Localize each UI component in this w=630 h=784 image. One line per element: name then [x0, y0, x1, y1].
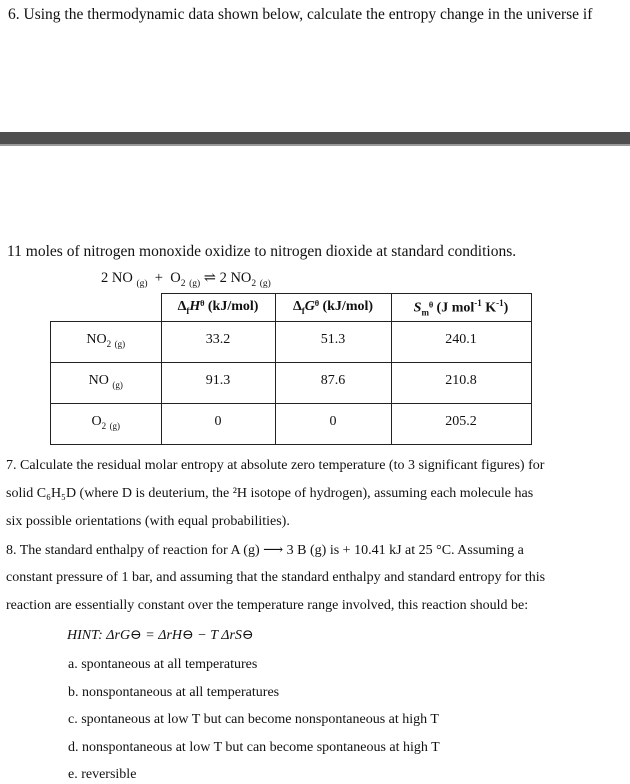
question-8-line-3: reaction are essentially constant over the temperature range involved, this reaction should be: — [6, 598, 529, 613]
table-header-row — [51, 294, 532, 322]
entropy-cell: 210.8 — [391, 363, 531, 404]
product-phase: (g) — [259, 278, 271, 289]
table-corner — [51, 294, 162, 322]
option-c: c. spontaneous at low T but can become nonspontaneous at high T — [68, 712, 439, 727]
equilibrium-arrow: ⇌ — [203, 270, 216, 286]
species-cell: $O_2$ $_{(g)}$ — [51, 404, 162, 445]
enthalpy-cell: 0 — [161, 404, 275, 445]
reactant-2: $O_2$ — [170, 270, 186, 289]
reactant-1: 2 NO — [101, 270, 133, 286]
product: 2 $NO_2$ — [219, 270, 257, 289]
option-d: d. nonspontaneous at low T but can become spontaneous at high T — [68, 740, 440, 755]
question-7-line-3: six possible orientations (with equal probabilities). — [6, 514, 290, 529]
entropy-cell: 240.1 — [391, 322, 531, 363]
table-row — [51, 363, 532, 404]
page-divider-shadow — [0, 144, 630, 146]
question-7-line-1: 7. Calculate the residual molar entropy at absolute zero temperature (to 3 significant figures) for — [6, 458, 545, 473]
plus-sign: + — [154, 270, 163, 286]
reactant-1-phase: (g) — [136, 278, 148, 289]
question-8-line-2: constant pressure of 1 bar, and assuming that the standard enthalpy and standard entropy for this — [6, 570, 546, 585]
header-enthalpy: $\Delta_fHᶿ$ (kJ/mol) — [161, 294, 275, 322]
gibbs-cell: 0 — [275, 404, 391, 445]
hint-equation: HINT: ΔrG⊖ = ΔrH⊖ − T ΔrS⊖ — [67, 628, 254, 643]
header-entropy: $S_mᶿ$ (J mol$^{-1}$ $K^{-1}$) — [391, 294, 531, 322]
question-6-line-2: 11 moles of nitrogen monoxide oxidize to nitrogen dioxide at standard conditions. — [7, 243, 517, 260]
table-row — [51, 322, 532, 363]
option-e: e. reversible — [68, 767, 137, 782]
question-6-line-1: 6. Using the thermodynamic data shown below, calculate the entropy change in the universe if — [8, 6, 593, 23]
question-8-line-1: 8. The standard enthalpy of reaction for A (g) ⟶ 3 B (g) is + 10.41 kJ at 25 °C. Assuming a — [6, 543, 524, 558]
question-7-line-2: solid C₆H₅D (where D is deuterium, the ²H isotope of hydrogen), assuming each molecule has — [6, 486, 534, 501]
page-divider — [0, 132, 630, 144]
option-b: b. nonspontaneous at all temperatures — [68, 685, 280, 700]
reaction-equation — [101, 270, 271, 289]
thermodynamic-data-table — [50, 293, 532, 445]
enthalpy-cell: 33.2 — [161, 322, 275, 363]
gibbs-cell: 51.3 — [275, 322, 391, 363]
species-cell: $NO_2$ $_{(g)}$ — [51, 322, 162, 363]
gibbs-cell: 87.6 — [275, 363, 391, 404]
entropy-cell: 205.2 — [391, 404, 531, 445]
reactant-2-phase: (g) — [189, 278, 201, 289]
species-cell: NO $_{(g)}$ — [51, 363, 162, 404]
option-a: a. spontaneous at all temperatures — [68, 657, 258, 672]
enthalpy-cell: 91.3 — [161, 363, 275, 404]
table-row — [51, 404, 532, 445]
header-gibbs: $\Delta_fGᶿ$ (kJ/mol) — [275, 294, 391, 322]
